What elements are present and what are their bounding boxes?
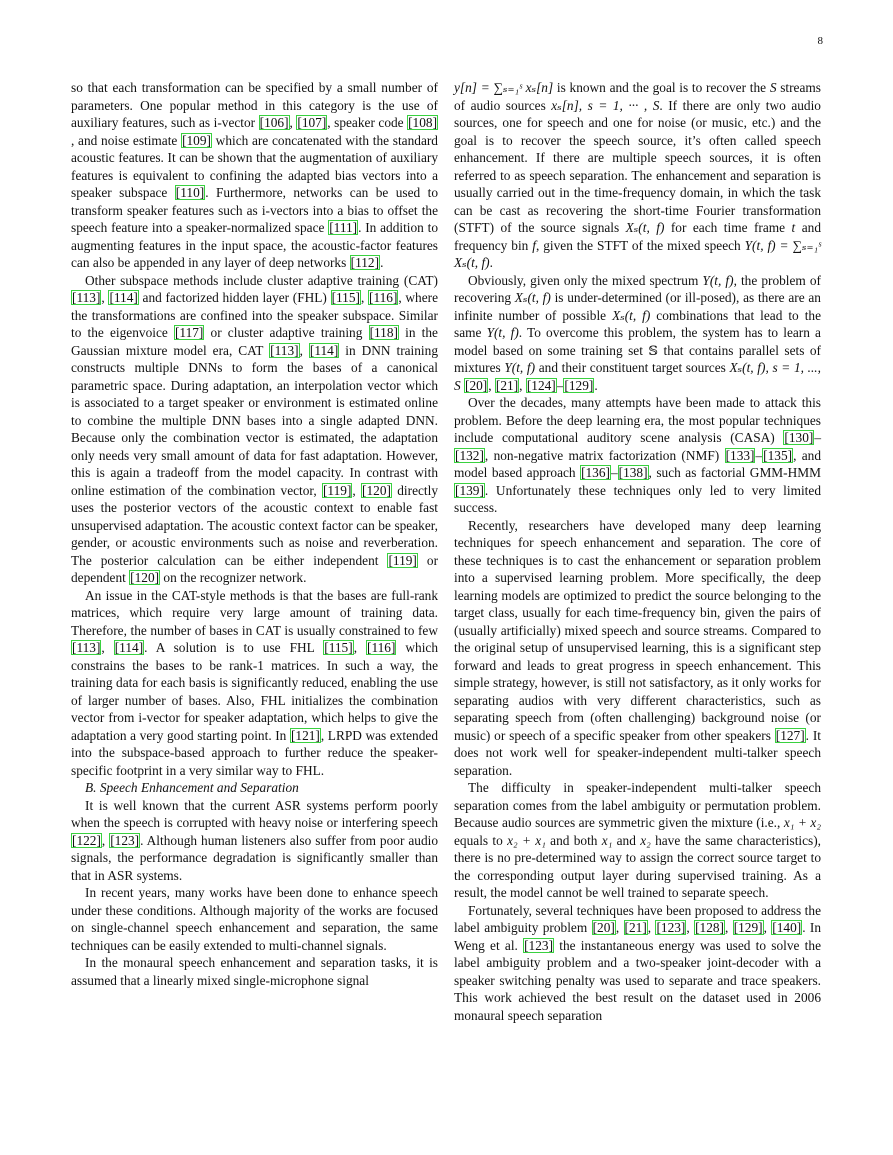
math: y[n] = ∑ₛ₌₁ˢ xₛ[n] [454, 80, 554, 95]
citation-link[interactable]: [114] [309, 342, 339, 358]
text: , [299, 342, 309, 358]
text: . It does not work well for speaker-independent multi-talker speech separation. [454, 727, 822, 778]
text: , [353, 640, 366, 655]
text: , the problem of recovering [454, 272, 821, 305]
text: on the recognizer network. [160, 570, 307, 585]
citation-link[interactable]: [127] [775, 727, 805, 743]
math: Xₛ(t, f) [612, 307, 651, 323]
citation-link[interactable]: [115] [324, 640, 353, 655]
text: , LRPD was extended into the subspace-based approach to further reduce the speaker-specific footprint in a very similar way to FHL. [71, 727, 438, 778]
citation-link[interactable]: [123] [524, 937, 554, 953]
math: x₂ [640, 832, 651, 848]
text: directly uses the posterior vectors of the acoustic context to enable fast unsupervised adaptation. The acoustic context factor can be speaker, gender, or acoustic environments such as noise and reverberation. The posterior calculation can be either independent [71, 482, 439, 568]
citation-link[interactable]: [135] [763, 447, 793, 463]
text: streams of audio sources [454, 80, 821, 113]
citation-link[interactable]: [114] [114, 640, 144, 655]
text: which constrains the bases to be rank-1 matrices. In such a way, the training data for each basis is significantly reduced, enabling the use of larger number of bases. Also, FHL initializes the combination vector from i-vector for speaker adaptation, which helps to give the adaptation a very good starting point. In [71, 640, 439, 743]
paragraph [454, 517, 821, 780]
citation-link[interactable]: [115] [331, 290, 360, 305]
text: . [594, 377, 598, 393]
citation-link[interactable]: [120] [362, 482, 391, 498]
citation-link[interactable]: [113] [72, 290, 101, 305]
text: , [101, 832, 110, 848]
citation-link[interactable]: [122] [72, 832, 101, 848]
text: and both [545, 832, 602, 848]
citation-link[interactable]: [109] [182, 132, 211, 148]
text: , [101, 290, 109, 305]
text: – [556, 377, 564, 393]
math: Xₛ(t, f), s = 1, ..., S [454, 360, 821, 393]
text: , [360, 290, 368, 305]
math: Y(t, f) [504, 360, 536, 375]
citation-link[interactable]: [116] [367, 640, 396, 655]
citation-link[interactable]: [133] [725, 447, 755, 463]
text: , where the transformations are confined into the speaker subspace. Similar to the eigenvoice [71, 290, 439, 340]
text: , [615, 920, 624, 935]
citation-link[interactable]: [118] [369, 325, 398, 340]
math: Y(t, f) [702, 272, 734, 288]
citation-link[interactable]: [140] [772, 920, 802, 935]
text: , [352, 482, 362, 498]
citation-link[interactable]: [111] [329, 220, 358, 235]
text: – [610, 465, 618, 480]
paragraph [454, 779, 821, 902]
text: , given the STFT of the mixed speech [535, 237, 745, 253]
citation-link[interactable]: [113] [72, 640, 101, 655]
math: xₛ[n], s = 1, ··· , S [551, 97, 660, 113]
right-column [454, 79, 821, 1024]
text: , [724, 920, 733, 935]
text: which are concatenated with the standard acoustic features. It can be shown that the augmentation of auxiliary features is equivalent to confining the adapted bias vectors into a speaker subspace [71, 132, 438, 200]
citation-link[interactable]: [129] [733, 920, 763, 935]
citation-link[interactable]: [108] [408, 115, 438, 130]
text: . Unfortunately these techniques only led to very limited success. [454, 482, 821, 515]
paragraph [454, 394, 821, 517]
text: . To overcome this problem, the system has to learn a model based on some training set [454, 325, 821, 358]
text: , [289, 115, 297, 130]
citation-link[interactable]: [106] [259, 115, 289, 130]
text: The difficulty in speaker-independent multi-talker speech separation comes from the label ambiguity or permutation problem. Because audio sources are symmetric given the mixture (i.e., [454, 780, 821, 830]
text: so that each transformation can be specified by a small number of parameters. One popular method in this category is the use of auxiliary features, such as i-vector [71, 80, 438, 130]
math: Xₛ(t, f) [514, 290, 551, 305]
citation-link[interactable]: [110] [175, 185, 205, 200]
text: and their constituent target sources [535, 360, 730, 375]
text: or cluster adaptive training [204, 325, 369, 340]
paragraph [71, 587, 438, 780]
text: or dependent [71, 552, 439, 585]
citation-link[interactable]: [21] [495, 377, 519, 393]
text: Other subspace methods include cluster adaptive training (CAT) [85, 272, 438, 288]
math: f [532, 237, 536, 253]
citation-link[interactable]: [21] [624, 920, 647, 935]
text: , speaker code [327, 115, 408, 130]
text: – [814, 430, 821, 445]
text: , [686, 920, 695, 935]
citation-link[interactable]: [119] [388, 552, 417, 568]
text: Over the decades, many attempts have been made to attack this problem. Before the deep learning era, the most popular techniques include computational auditory scene analysis (CASA) [454, 395, 821, 445]
text: Fortunately, several techniques have been proposed to address the label ambiguity problem [454, 902, 821, 935]
text: , non-negative matrix factorization (NMF) [484, 447, 725, 463]
text: for each time frame [664, 220, 792, 235]
math: 𝕊 [648, 342, 659, 358]
math: Y(t, f) [486, 325, 519, 340]
citation-link[interactable]: [128] [695, 920, 724, 935]
math: x₁ [601, 832, 613, 848]
text: and factorized hidden layer (FHL) [138, 290, 331, 305]
text: and frequency bin [454, 220, 821, 253]
text: , [488, 377, 495, 393]
text: , and noise estimate [71, 132, 182, 148]
citation-link[interactable]: [112] [350, 255, 380, 270]
text: . A solution is to use FHL [144, 640, 324, 655]
math: x₂ + x₁ [507, 832, 546, 848]
citation-link[interactable]: [117] [174, 325, 204, 340]
paragraph: In recent years, many works have been done to enhance speech under these conditions. Although majority of the works are focused on single-channel speech enhancement and separation, the same techniques can be easily extended to multi-channel signals. [71, 885, 438, 953]
citation-link[interactable]: [120] [130, 570, 160, 585]
citation-link[interactable]: [116] [369, 290, 398, 305]
text: that contains parallel sets of mixtures [454, 342, 821, 375]
paragraph [454, 902, 821, 1025]
text: . Although human listeners also suffer from poor audio signals, the performance degradation is significantly smaller than that in ASR systems. [71, 832, 438, 883]
math: x₁ + x₂ [783, 815, 821, 830]
paragraph [454, 79, 821, 272]
citation-link[interactable]: [139] [455, 482, 484, 498]
text: , and model based approach [454, 447, 821, 480]
section-heading: B. Speech Enhancement and Separation [85, 780, 299, 795]
math: Y(t, f) = ∑ₛ₌₁ˢ Xₛ(t, f) [454, 237, 821, 270]
citation-link[interactable]: [138] [618, 465, 648, 480]
text: and [612, 832, 641, 848]
citation-link[interactable]: [129] [564, 377, 594, 393]
text: . [489, 255, 493, 270]
math: Xₛ(t, f) [625, 220, 665, 235]
math: t [791, 220, 796, 235]
text: , [647, 920, 656, 935]
text: . In Weng et al. [454, 920, 822, 953]
text: in DNN training constructs multiple DNNs to form the bases of a canonical parametric space. During adaptation, an interpolation vector which is associated to a target speaker or environment is estimated online to combine the multiple DNN bases into a single adapted DNN. Because only the combination vector is estimated, the adaptation only needs very small amount of data for fast adaptation. However, this is again a tradeoff from the model capacity. In contrast with online estimation of the combination vector, [71, 342, 438, 498]
left-column [71, 79, 438, 989]
paragraph: In the monaural speech enhancement and separation tasks, it is assumed that a linearly mixed single-microphone signal [71, 955, 438, 988]
text: It is well known that the current ASR systems perform poorly when the speech is corrupted with heavy noise or interfering speech [71, 797, 438, 830]
citation-link[interactable]: [136] [581, 465, 610, 480]
citation-link[interactable]: [130] [784, 430, 814, 445]
text: , [763, 920, 772, 935]
text: equals to [454, 832, 508, 848]
paragraph [71, 272, 438, 587]
text: , such as factorial GMM-HMM [648, 465, 821, 480]
citation-link[interactable]: [107] [297, 115, 327, 130]
text: . [380, 255, 384, 270]
text: is under-determined (or ill-posed), as there are an infinite number of possible [454, 290, 821, 323]
citation-link[interactable]: [123] [656, 920, 686, 935]
citation-link[interactable]: [20] [465, 377, 488, 393]
text: . In addition to augmenting features in the input space, the acoustic-factor features can also be appended in any layer of deep networks [71, 220, 438, 270]
paragraph [71, 79, 438, 272]
text: . If there are only two audio sources, one for speech and one for noise (or music, etc.) and the goal is to recover the speech source, it’s often called speech enhancement. If there are multiple speech sources, it is often referred to as speech separation. The enhancement and separation is usually carried out in the time-frequency domain, in which the task can be cast as recovering the short-time Fourier transformation (STFT) of the source signals [454, 97, 821, 235]
text: . Furthermore, networks can be used to transform speaker features such as i-vectors into a bias to offset the speech feature into a speaker-normalized space [71, 185, 438, 235]
text: is known and the goal is to recover the [553, 80, 770, 95]
citation-link[interactable]: [119] [322, 482, 352, 498]
paragraph [454, 272, 821, 395]
text: – [755, 447, 763, 463]
text: Recently, researchers have developed many deep learning techniques for speech enhancement and separation. The core of these techniques is to cast the enhancement or separation problem into a supervised learning problem. More specifically, the deep learning models are optimized to predict the source belonging to the target class, usually for each time-frequency bin, given the pairs of (usually artificially) mixed speech and source streams. Compared to the original setup of unsupervised learning, this is a significant step forward and leads to great progress in speech enhancement. This simple strategy, however, is still not satisfactory, as it only works for separating audios with very different characteristics, such as separating speech from (often challenging) background noise (or music) or speech of a specific speaker from other speakers [454, 517, 821, 743]
text: combinations that lead to the same [454, 307, 822, 340]
text: An issue in the CAT-style methods is that the bases are full-rank matrices, which require very large amount of training data. Therefore, the number of bases in CAT is usually constrained to few [71, 587, 438, 638]
text: in the Gaussian mixture model era, CAT [71, 325, 438, 358]
citation-link[interactable]: [124] [526, 377, 556, 393]
text: the instantaneous energy was used to solve the label ambiguity problem and a two-speaker joint-decoder with a speaker switching penalty was used to separate and trace speakers. This work achieved the best result on the dataset used in 2006 monaural speech separation [454, 937, 821, 1023]
citation-link[interactable]: [113] [270, 342, 299, 358]
citation-link[interactable]: [114] [109, 290, 138, 305]
citation-link[interactable]: [132] [455, 447, 484, 463]
citation-link[interactable]: [123] [110, 832, 140, 848]
citation-link[interactable]: [20] [592, 920, 615, 935]
page-number: 8 [817, 35, 823, 47]
math: S [769, 80, 777, 95]
citation-link[interactable]: [121] [290, 727, 320, 743]
paragraph [71, 797, 438, 885]
text: , [101, 640, 114, 655]
text: have the same characteristics), there is no pre-determined way to assign the correct source target to the corresponding output layer during supervised training. As a result, the model cannot be well trained to separate speech. [454, 832, 822, 900]
text: Obviously, given only the mixed spectrum [468, 272, 703, 288]
text: , [519, 377, 526, 393]
